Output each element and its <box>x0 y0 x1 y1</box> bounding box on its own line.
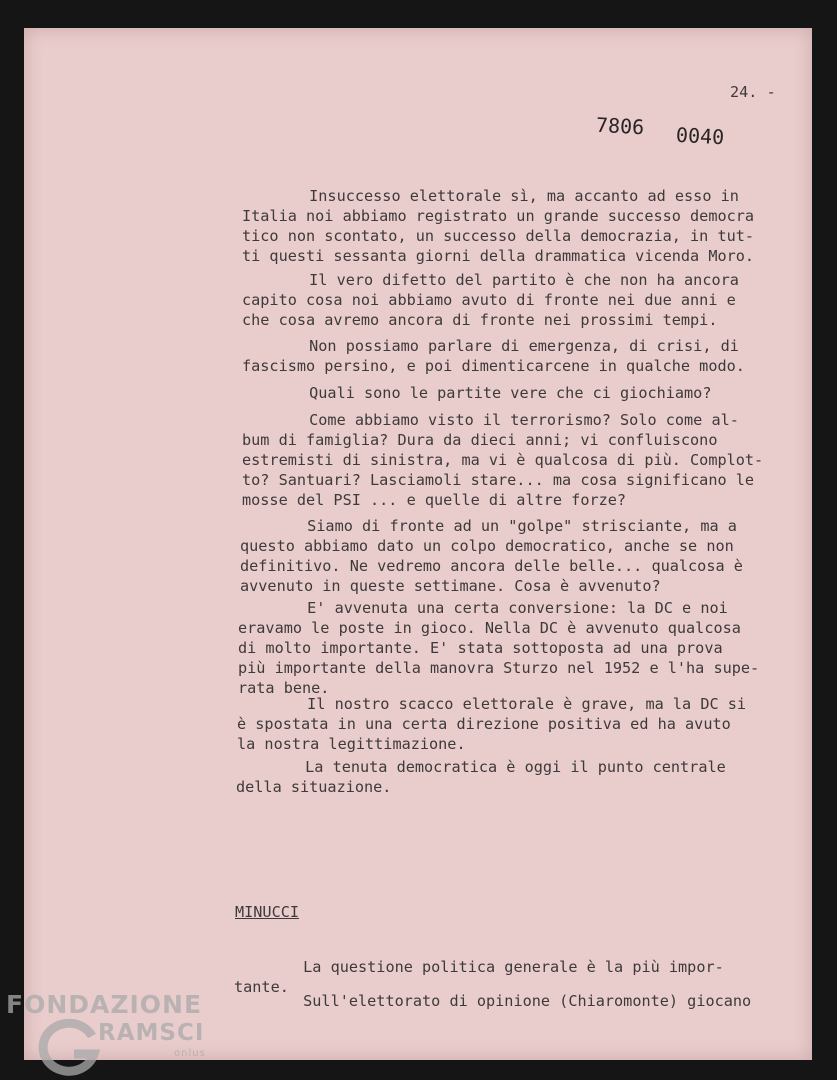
archive-reference-1: 7806 <box>595 112 645 140</box>
text-line: Italia noi abbiamo registrato un grande successo democra <box>242 207 755 225</box>
text-line: Quali sono le partite vere che ci giochiamo? <box>236 384 712 402</box>
text-line: Come abbiamo visto il terrorismo? Solo come al- <box>236 411 739 429</box>
text-line: Insuccesso elettorale sì, ma accanto ad esso in <box>236 187 739 205</box>
text-line: estremisti di sinistra, ma vi è qualcosa di più. Complot- <box>242 451 764 469</box>
fondazione-gramsci-watermark <box>6 986 246 1076</box>
text-line: Sull'elettorato di opinione (Chiaromonte) giocano <box>230 992 752 1010</box>
text-line: più importante della manovra Sturzo nel 1952 e l'ha supe- <box>238 659 760 677</box>
watermark-line2: RAMSCI <box>98 1020 205 1046</box>
watermark-suffix: onlus <box>174 1048 206 1059</box>
watermark-line1: FONDAZIONE <box>6 990 203 1019</box>
text-line: avvenuto in queste settimane. Cosa è avvenuto? <box>240 577 661 595</box>
typewritten-page <box>24 28 812 1060</box>
text-line: di molto importante. E' stata sottoposta ad una prova <box>238 639 723 657</box>
text-line: tico non scontato, un successo della democrazia, in tut- <box>242 227 755 245</box>
text-line: mosse del PSI ... e quelle di altre forze? <box>242 491 627 509</box>
page-number: 24. - <box>730 83 776 101</box>
text-line: fascismo persino, e poi dimenticarcene in qualche modo. <box>242 357 745 375</box>
archive-reference-2: 0040 <box>675 122 725 150</box>
text-line: eravamo le poste in gioco. Nella DC è avvenuto qualcosa <box>238 619 741 637</box>
text-line: rata bene. <box>238 679 330 697</box>
text-line: capito cosa noi abbiamo avuto di fronte nei due anni e <box>242 291 736 309</box>
text-line: ti questi sessanta giorni della drammatica vicenda Moro. <box>242 247 755 265</box>
text-line: Il nostro scacco elettorale è grave, ma la DC si <box>234 695 747 713</box>
text-line: Il vero difetto del partito è che non ha ancora <box>236 271 739 289</box>
text-line: è spostata in una certa direzione positiva ed ha avuto <box>237 715 731 733</box>
text-line: Non possiamo parlare di emergenza, di crisi, di <box>236 337 739 355</box>
text-line: E' avvenuta una certa conversione: la DC e noi <box>234 599 728 617</box>
text-line: La questione politica generale è la più impor- <box>230 958 724 976</box>
text-line: che cosa avremo ancora di fronte nei prossimi tempi. <box>242 311 718 329</box>
speaker-name: MINUCCI <box>235 903 300 921</box>
text-line: la nostra legittimazione. <box>237 735 466 753</box>
text-line: definitivo. Ne vedremo ancora delle belle... qualcosa è <box>240 557 743 575</box>
text-line: bum di famiglia? Dura da dieci anni; vi confluiscono <box>242 431 718 449</box>
text-line: tante. <box>234 978 289 996</box>
g-letter-icon <box>34 1018 104 1076</box>
text-line: to? Santuari? Lasciamoli stare... ma cosa significano le <box>242 471 755 489</box>
text-line: questo abbiamo dato un colpo democratico, anche se non <box>240 537 734 555</box>
text-line: Siamo di fronte ad un "golpe" strisciante, ma a <box>234 517 737 535</box>
text-line: della situazione. <box>236 778 392 796</box>
text-line: La tenuta democratica è oggi il punto centrale <box>232 758 726 776</box>
